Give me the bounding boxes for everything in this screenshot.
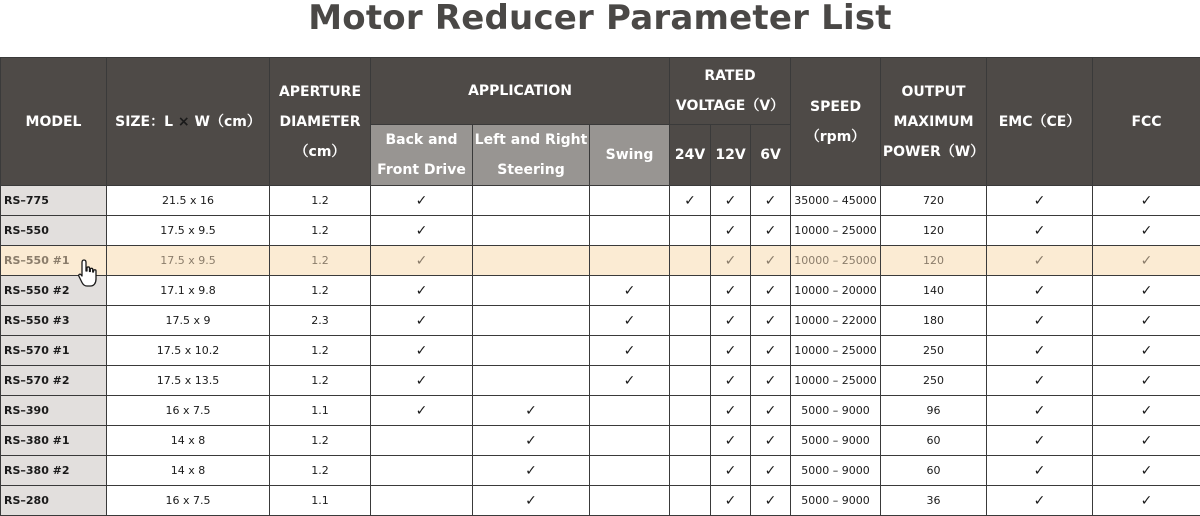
cell-emc <box>987 456 1093 486</box>
cell-model: RS–550 #1 <box>1 246 107 276</box>
check-icon: ✓ <box>1140 192 1153 209</box>
header-app-back-front: Back and Front Drive <box>371 125 473 186</box>
cell-model: RS–570 #2 <box>1 366 107 396</box>
header-size-suffix: W（cm） <box>194 113 261 130</box>
parameter-table <box>0 57 1200 516</box>
page-title: Motor Reducer Parameter List <box>308 0 892 38</box>
check-icon: ✓ <box>724 372 737 389</box>
header-app-steering: Left and Right Steering <box>473 125 590 186</box>
cell-power: 140 <box>881 276 987 306</box>
check-icon: ✓ <box>623 282 636 299</box>
check-icon: ✓ <box>724 342 737 359</box>
cell-model: RS–380 #2 <box>1 456 107 486</box>
check-icon: ✓ <box>764 492 777 509</box>
check-icon: ✓ <box>415 372 428 389</box>
cell-volt-12v <box>711 246 751 276</box>
cell-app-back-front <box>371 336 473 366</box>
cell-app-back-front <box>371 246 473 276</box>
cell-volt-24v <box>670 216 711 246</box>
cell-volt-6v <box>751 366 791 396</box>
cell-app-steering <box>473 186 590 216</box>
cell-size: 16 x 7.5 <box>107 486 270 516</box>
cell-volt-12v <box>711 186 751 216</box>
check-icon: ✓ <box>1033 252 1046 269</box>
table-body <box>1 186 1200 516</box>
cell-app-steering <box>473 426 590 456</box>
table-row[interactable] <box>1 366 1200 396</box>
cell-app-back-front <box>371 216 473 246</box>
table-row[interactable] <box>1 216 1200 246</box>
cell-aperture: 1.2 <box>270 186 371 216</box>
cell-app-back-front <box>371 426 473 456</box>
check-icon: ✓ <box>623 372 636 389</box>
check-icon: ✓ <box>764 372 777 389</box>
check-icon: ✓ <box>764 282 777 299</box>
cell-app-swing <box>590 456 670 486</box>
cell-size: 17.5 x 10.2 <box>107 336 270 366</box>
check-icon: ✓ <box>724 282 737 299</box>
check-icon: ✓ <box>1033 222 1046 239</box>
check-icon: ✓ <box>724 252 737 269</box>
check-icon: ✓ <box>415 192 428 209</box>
cell-app-back-front <box>371 486 473 516</box>
check-icon: ✓ <box>1140 462 1153 479</box>
cell-volt-12v <box>711 276 751 306</box>
cell-app-back-front <box>371 276 473 306</box>
table-header <box>1 58 1200 186</box>
check-icon: ✓ <box>415 252 428 269</box>
cell-power: 250 <box>881 366 987 396</box>
header-volt-24v: 24V <box>670 125 711 186</box>
cell-volt-24v <box>670 426 711 456</box>
cell-power: 60 <box>881 456 987 486</box>
header-model: MODEL <box>1 58 107 186</box>
cell-speed: 10000 – 25000 <box>791 366 881 396</box>
cell-size: 14 x 8 <box>107 426 270 456</box>
cell-power: 36 <box>881 486 987 516</box>
cell-volt-12v <box>711 306 751 336</box>
hand-cursor-icon <box>77 258 99 290</box>
cell-emc <box>987 366 1093 396</box>
cell-size: 17.5 x 9.5 <box>107 216 270 246</box>
check-icon: ✓ <box>1140 282 1153 299</box>
cell-power: 60 <box>881 426 987 456</box>
cell-fcc <box>1093 456 1200 486</box>
cell-volt-6v <box>751 216 791 246</box>
check-icon: ✓ <box>764 402 777 419</box>
cell-power: 120 <box>881 246 987 276</box>
check-icon: ✓ <box>764 192 777 209</box>
check-icon: ✓ <box>415 282 428 299</box>
cell-aperture: 1.2 <box>270 246 371 276</box>
check-icon: ✓ <box>764 312 777 329</box>
cell-app-swing <box>590 186 670 216</box>
cell-size: 17.5 x 13.5 <box>107 366 270 396</box>
check-icon: ✓ <box>1140 432 1153 449</box>
cell-size: 17.1 x 9.8 <box>107 276 270 306</box>
check-icon: ✓ <box>1140 252 1153 269</box>
cell-speed: 10000 – 25000 <box>791 246 881 276</box>
cell-volt-24v <box>670 396 711 426</box>
cell-volt-6v <box>751 426 791 456</box>
cell-aperture: 1.2 <box>270 426 371 456</box>
cell-volt-24v <box>670 246 711 276</box>
cell-model: RS–570 #1 <box>1 336 107 366</box>
check-icon: ✓ <box>623 312 636 329</box>
check-icon: ✓ <box>525 492 537 509</box>
check-icon: ✓ <box>525 432 537 449</box>
cell-power: 96 <box>881 396 987 426</box>
cell-speed: 5000 – 9000 <box>791 486 881 516</box>
check-icon: ✓ <box>1140 372 1153 389</box>
cell-app-swing <box>590 306 670 336</box>
cell-app-swing <box>590 216 670 246</box>
check-icon: ✓ <box>1033 492 1046 509</box>
cell-speed: 10000 – 25000 <box>791 336 881 366</box>
cell-app-steering <box>473 366 590 396</box>
table-row[interactable] <box>1 486 1200 516</box>
cell-fcc <box>1093 426 1200 456</box>
cell-volt-24v <box>670 186 711 216</box>
cell-fcc <box>1093 246 1200 276</box>
cell-emc <box>987 336 1093 366</box>
cell-model: RS–550 <box>1 216 107 246</box>
cell-volt-6v <box>751 186 791 216</box>
cell-aperture: 1.1 <box>270 396 371 426</box>
cell-volt-12v <box>711 366 751 396</box>
table-row[interactable] <box>1 246 1200 276</box>
cell-fcc <box>1093 306 1200 336</box>
check-icon: ✓ <box>724 462 737 479</box>
table-row[interactable] <box>1 186 1200 216</box>
cell-aperture: 2.3 <box>270 306 371 336</box>
cell-emc <box>987 486 1093 516</box>
header-emc: EMC（CE） <box>987 58 1093 186</box>
cell-app-swing <box>590 486 670 516</box>
table-row[interactable] <box>1 456 1200 486</box>
cell-volt-24v <box>670 276 711 306</box>
check-icon: ✓ <box>724 402 737 419</box>
cell-fcc <box>1093 336 1200 366</box>
cell-emc <box>987 216 1093 246</box>
cell-fcc <box>1093 366 1200 396</box>
cell-aperture: 1.2 <box>270 336 371 366</box>
table-row[interactable] <box>1 336 1200 366</box>
cell-volt-6v <box>751 396 791 426</box>
cell-model: RS–550 #2 <box>1 276 107 306</box>
cell-speed: 10000 – 22000 <box>791 306 881 336</box>
table-row[interactable] <box>1 396 1200 426</box>
check-icon: ✓ <box>764 432 777 449</box>
cell-model: RS–390 <box>1 396 107 426</box>
check-icon: ✓ <box>1033 312 1046 329</box>
cell-power: 120 <box>881 216 987 246</box>
check-icon: ✓ <box>1033 462 1046 479</box>
cell-volt-12v <box>711 336 751 366</box>
cell-volt-24v <box>670 486 711 516</box>
cell-app-swing <box>590 396 670 426</box>
cell-speed: 35000 – 45000 <box>791 186 881 216</box>
cell-app-back-front <box>371 186 473 216</box>
cell-volt-6v <box>751 306 791 336</box>
cell-aperture: 1.2 <box>270 276 371 306</box>
cell-size: 17.5 x 9 <box>107 306 270 336</box>
check-icon: ✓ <box>724 192 737 209</box>
check-icon: ✓ <box>1140 222 1153 239</box>
cell-volt-24v <box>670 456 711 486</box>
check-icon: ✓ <box>1033 432 1046 449</box>
check-icon: ✓ <box>724 432 737 449</box>
check-icon: ✓ <box>1033 402 1046 419</box>
cell-app-steering <box>473 216 590 246</box>
cell-size: 16 x 7.5 <box>107 396 270 426</box>
check-icon: ✓ <box>623 342 636 359</box>
cell-aperture: 1.1 <box>270 486 371 516</box>
cell-app-swing <box>590 246 670 276</box>
check-icon: ✓ <box>764 462 777 479</box>
cell-app-swing <box>590 336 670 366</box>
check-icon: ✓ <box>1033 372 1046 389</box>
header-speed: SPEED（rpm） <box>791 58 881 186</box>
header-size <box>107 58 270 186</box>
header-output-power: OUTPUT MAXIMUM POWER（W） <box>881 58 987 186</box>
check-icon: ✓ <box>1033 342 1046 359</box>
cell-app-swing <box>590 426 670 456</box>
check-icon: ✓ <box>684 192 696 209</box>
cell-volt-24v <box>670 366 711 396</box>
cell-emc <box>987 246 1093 276</box>
check-icon: ✓ <box>724 312 737 329</box>
cell-aperture: 1.2 <box>270 216 371 246</box>
cell-app-back-front <box>371 456 473 486</box>
header-app-swing: Swing <box>590 125 670 186</box>
table-row[interactable] <box>1 276 1200 306</box>
cell-emc <box>987 306 1093 336</box>
cell-model: RS–775 <box>1 186 107 216</box>
cell-volt-12v <box>711 456 751 486</box>
cell-volt-12v <box>711 486 751 516</box>
check-icon: ✓ <box>1033 282 1046 299</box>
check-icon: ✓ <box>525 402 537 419</box>
cell-power: 250 <box>881 336 987 366</box>
header-fcc: FCC <box>1093 58 1200 186</box>
check-icon: ✓ <box>764 342 777 359</box>
cell-fcc <box>1093 396 1200 426</box>
header-rated-voltage: RATED VOLTAGE（V） <box>670 58 791 125</box>
cell-speed: 5000 – 9000 <box>791 456 881 486</box>
check-icon: ✓ <box>724 222 737 239</box>
check-icon: ✓ <box>415 402 428 419</box>
table-row[interactable] <box>1 426 1200 456</box>
check-icon: ✓ <box>525 462 537 479</box>
cell-model: RS–380 #1 <box>1 426 107 456</box>
cell-app-steering <box>473 246 590 276</box>
cell-volt-6v <box>751 276 791 306</box>
check-icon: ✓ <box>415 312 428 329</box>
header-size-x: × <box>177 113 190 130</box>
cell-app-steering <box>473 306 590 336</box>
header-application: APPLICATION <box>371 58 670 125</box>
cell-volt-6v <box>751 336 791 366</box>
cell-volt-12v <box>711 426 751 456</box>
header-size-prefix: SIZE：L <box>115 113 174 130</box>
table-row[interactable] <box>1 306 1200 336</box>
cell-app-swing <box>590 276 670 306</box>
cell-app-back-front <box>371 306 473 336</box>
cell-app-steering <box>473 486 590 516</box>
check-icon: ✓ <box>1140 342 1153 359</box>
cell-aperture: 1.2 <box>270 366 371 396</box>
cell-model: RS–280 <box>1 486 107 516</box>
cell-app-steering <box>473 456 590 486</box>
cell-volt-6v <box>751 456 791 486</box>
cell-volt-12v <box>711 396 751 426</box>
cell-volt-24v <box>670 336 711 366</box>
header-volt-6v: 6V <box>751 125 791 186</box>
check-icon: ✓ <box>764 252 777 269</box>
cell-volt-24v <box>670 306 711 336</box>
cell-fcc <box>1093 186 1200 216</box>
cell-speed: 10000 – 20000 <box>791 276 881 306</box>
check-icon: ✓ <box>1033 192 1046 209</box>
cell-size: 17.5 x 9.5 <box>107 246 270 276</box>
cell-emc <box>987 186 1093 216</box>
check-icon: ✓ <box>1140 312 1153 329</box>
check-icon: ✓ <box>764 222 777 239</box>
check-icon: ✓ <box>415 222 428 239</box>
cell-speed: 5000 – 9000 <box>791 426 881 456</box>
cell-aperture: 1.2 <box>270 456 371 486</box>
cell-app-steering <box>473 336 590 366</box>
check-icon: ✓ <box>1140 402 1153 419</box>
cell-fcc <box>1093 276 1200 306</box>
cell-power: 180 <box>881 306 987 336</box>
cell-fcc <box>1093 486 1200 516</box>
cell-volt-6v <box>751 246 791 276</box>
cell-emc <box>987 396 1093 426</box>
check-icon: ✓ <box>724 492 737 509</box>
cell-app-back-front <box>371 366 473 396</box>
cell-volt-12v <box>711 216 751 246</box>
cell-volt-6v <box>751 486 791 516</box>
header-aperture: APERTURE DIAMETER（cm） <box>270 58 371 186</box>
cell-speed: 5000 – 9000 <box>791 396 881 426</box>
cell-size: 21.5 x 16 <box>107 186 270 216</box>
cell-size: 14 x 8 <box>107 456 270 486</box>
cell-emc <box>987 426 1093 456</box>
cell-app-steering <box>473 396 590 426</box>
cell-model: RS–550 #3 <box>1 306 107 336</box>
cell-app-back-front <box>371 396 473 426</box>
header-volt-12v: 12V <box>711 125 751 186</box>
cell-app-swing <box>590 366 670 396</box>
check-icon: ✓ <box>1140 492 1153 509</box>
cell-fcc <box>1093 216 1200 246</box>
cell-emc <box>987 276 1093 306</box>
cell-power: 720 <box>881 186 987 216</box>
cell-app-steering <box>473 276 590 306</box>
cell-speed: 10000 – 25000 <box>791 216 881 246</box>
check-icon: ✓ <box>415 342 428 359</box>
